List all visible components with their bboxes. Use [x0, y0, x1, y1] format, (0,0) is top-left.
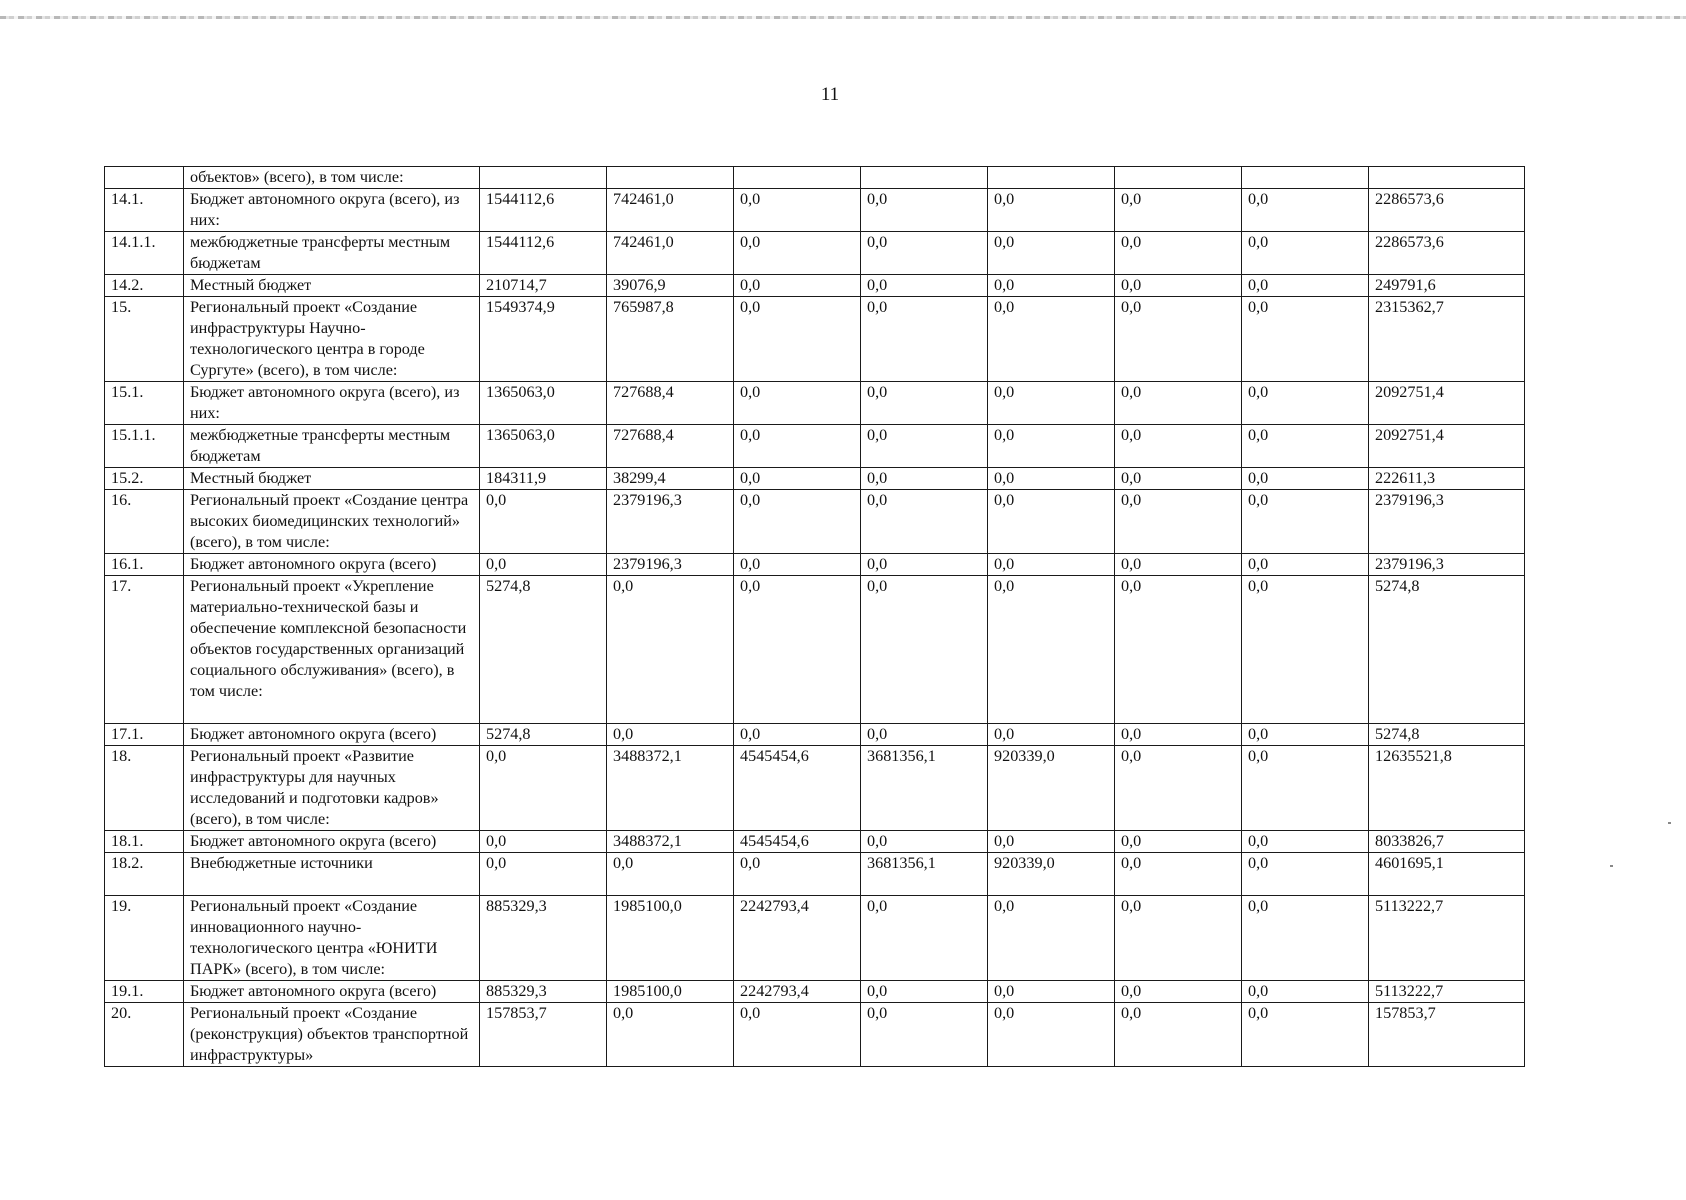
row-number-cell: 14.2. [105, 275, 184, 297]
row-number-cell: 17.1. [105, 724, 184, 746]
scan-speck [1610, 865, 1613, 867]
value-cell: 0,0 [1242, 232, 1369, 275]
value-cell: 0,0 [1115, 297, 1242, 382]
row-name-cell: Бюджет автономного округа (всего) [184, 554, 480, 576]
value-cell: 920339,0 [988, 746, 1115, 831]
table-row [105, 490, 1525, 554]
table-row [105, 189, 1525, 232]
row-name-cell: Бюджет автономного округа (всего) [184, 724, 480, 746]
value-cell: 0,0 [1242, 831, 1369, 853]
value-cell: 4545454,6 [734, 831, 861, 853]
value-cell: 0,0 [1242, 382, 1369, 425]
value-cell: 0,0 [734, 425, 861, 468]
value-cell: 0,0 [734, 853, 861, 896]
value-cell: 0,0 [988, 724, 1115, 746]
value-cell: 0,0 [988, 981, 1115, 1003]
value-cell [1369, 167, 1525, 189]
value-cell: 0,0 [1242, 425, 1369, 468]
value-cell: 2379196,3 [607, 490, 734, 554]
value-cell: 885329,3 [480, 981, 607, 1003]
value-cell: 0,0 [1242, 189, 1369, 232]
value-cell [480, 167, 607, 189]
value-cell: 0,0 [1115, 382, 1242, 425]
row-name-cell: межбюджетные трансферты местным бюджетам [184, 232, 480, 275]
table-row [105, 554, 1525, 576]
value-cell: 0,0 [988, 896, 1115, 981]
value-cell: 727688,4 [607, 425, 734, 468]
table-row [105, 275, 1525, 297]
value-cell: 157853,7 [1369, 1003, 1525, 1067]
row-number-cell: 15.1.1. [105, 425, 184, 468]
value-cell: 3681356,1 [861, 746, 988, 831]
value-cell: 0,0 [1115, 189, 1242, 232]
table-row [105, 981, 1525, 1003]
value-cell: 8033826,7 [1369, 831, 1525, 853]
value-cell: 0,0 [734, 189, 861, 232]
value-cell: 0,0 [988, 490, 1115, 554]
value-cell: 0,0 [861, 232, 988, 275]
value-cell: 0,0 [734, 554, 861, 576]
value-cell: 249791,6 [1369, 275, 1525, 297]
table-row [105, 297, 1525, 382]
value-cell: 0,0 [480, 554, 607, 576]
scan-edge-artifact [0, 16, 1686, 19]
budget-table [104, 166, 1525, 1067]
value-cell: 0,0 [861, 724, 988, 746]
value-cell: 4545454,6 [734, 746, 861, 831]
table-row [105, 232, 1525, 275]
row-name-cell: Бюджет автономного округа (всего) [184, 831, 480, 853]
row-number-cell: 19. [105, 896, 184, 981]
table-row [105, 1003, 1525, 1067]
scan-speck [1668, 822, 1671, 824]
table-row [105, 576, 1525, 724]
value-cell: 0,0 [1115, 981, 1242, 1003]
value-cell [607, 167, 734, 189]
row-name-cell: Бюджет автономного округа (всего), из них: [184, 382, 480, 425]
value-cell: 12635521,8 [1369, 746, 1525, 831]
value-cell: 0,0 [861, 490, 988, 554]
value-cell: 0,0 [480, 490, 607, 554]
value-cell: 0,0 [988, 382, 1115, 425]
value-cell: 0,0 [861, 896, 988, 981]
value-cell: 0,0 [607, 576, 734, 724]
row-name-cell: объектов» (всего), в том числе: [184, 167, 480, 189]
value-cell [734, 167, 861, 189]
row-name-cell: Местный бюджет [184, 468, 480, 490]
value-cell: 0,0 [480, 853, 607, 896]
value-cell: 0,0 [861, 382, 988, 425]
value-cell: 0,0 [1242, 853, 1369, 896]
value-cell: 0,0 [1115, 232, 1242, 275]
row-name-cell: Внебюджетные источники [184, 853, 480, 896]
value-cell: 0,0 [1242, 896, 1369, 981]
value-cell: 0,0 [734, 724, 861, 746]
row-number-cell: 18.1. [105, 831, 184, 853]
table-row [105, 746, 1525, 831]
value-cell: 2092751,4 [1369, 382, 1525, 425]
value-cell: 5274,8 [480, 724, 607, 746]
value-cell: 184311,9 [480, 468, 607, 490]
row-number-cell: 18. [105, 746, 184, 831]
row-number-cell [105, 167, 184, 189]
value-cell: 0,0 [1242, 275, 1369, 297]
value-cell [988, 167, 1115, 189]
value-cell: 2286573,6 [1369, 232, 1525, 275]
value-cell: 0,0 [607, 724, 734, 746]
value-cell: 885329,3 [480, 896, 607, 981]
row-number-cell: 15.2. [105, 468, 184, 490]
value-cell: 5274,8 [1369, 724, 1525, 746]
value-cell: 0,0 [861, 275, 988, 297]
value-cell [1242, 167, 1369, 189]
value-cell: 0,0 [1242, 1003, 1369, 1067]
table-row [105, 896, 1525, 981]
row-name-cell: Региональный проект «Укрепление материально-технической базы и обеспечение комплексной безопасности объектов государственных организаций социального обслуживания» (всего), в том числе: [184, 576, 480, 724]
row-name-cell: Региональный проект «Развитие инфраструктуры для научных исследований и подготовки кадров» (всего), в том числе: [184, 746, 480, 831]
row-number-cell: 16. [105, 490, 184, 554]
row-number-cell: 14.1. [105, 189, 184, 232]
value-cell: 0,0 [1115, 853, 1242, 896]
row-number-cell: 18.2. [105, 853, 184, 896]
value-cell: 0,0 [734, 490, 861, 554]
value-cell: 2379196,3 [1369, 554, 1525, 576]
value-cell: 0,0 [734, 576, 861, 724]
value-cell [861, 167, 988, 189]
row-name-cell: межбюджетные трансферты местным бюджетам [184, 425, 480, 468]
value-cell: 765987,8 [607, 297, 734, 382]
value-cell: 0,0 [734, 275, 861, 297]
table-row [105, 167, 1525, 189]
value-cell: 222611,3 [1369, 468, 1525, 490]
table-row [105, 425, 1525, 468]
value-cell: 0,0 [607, 853, 734, 896]
row-number-cell: 20. [105, 1003, 184, 1067]
value-cell: 2286573,6 [1369, 189, 1525, 232]
value-cell: 0,0 [988, 468, 1115, 490]
row-name-cell: Бюджет автономного округа (всего) [184, 981, 480, 1003]
value-cell: 0,0 [861, 468, 988, 490]
value-cell: 0,0 [1115, 275, 1242, 297]
value-cell: 2379196,3 [607, 554, 734, 576]
value-cell: 0,0 [1115, 831, 1242, 853]
table-body [105, 167, 1525, 1067]
value-cell: 0,0 [988, 554, 1115, 576]
value-cell: 0,0 [1115, 468, 1242, 490]
value-cell: 0,0 [988, 425, 1115, 468]
value-cell: 0,0 [607, 1003, 734, 1067]
value-cell: 1549374,9 [480, 297, 607, 382]
value-cell: 4601695,1 [1369, 853, 1525, 896]
value-cell: 0,0 [1115, 576, 1242, 724]
value-cell: 0,0 [1115, 425, 1242, 468]
table-row [105, 831, 1525, 853]
row-number-cell: 16.1. [105, 554, 184, 576]
value-cell: 0,0 [988, 831, 1115, 853]
value-cell: 1544112,6 [480, 232, 607, 275]
value-cell: 920339,0 [988, 853, 1115, 896]
value-cell: 5274,8 [1369, 576, 1525, 724]
value-cell: 0,0 [1242, 490, 1369, 554]
row-name-cell: Региональный проект «Создание (реконструкция) объектов транспортной инфраструктуры» [184, 1003, 480, 1067]
value-cell: 0,0 [988, 576, 1115, 724]
value-cell: 0,0 [1115, 724, 1242, 746]
value-cell: 0,0 [734, 297, 861, 382]
value-cell: 5113222,7 [1369, 896, 1525, 981]
value-cell: 0,0 [988, 297, 1115, 382]
value-cell: 742461,0 [607, 232, 734, 275]
value-cell: 1985100,0 [607, 896, 734, 981]
value-cell: 0,0 [861, 1003, 988, 1067]
value-cell: 0,0 [734, 1003, 861, 1067]
value-cell: 2242793,4 [734, 981, 861, 1003]
value-cell: 3488372,1 [607, 831, 734, 853]
value-cell: 0,0 [734, 232, 861, 275]
value-cell: 0,0 [1115, 490, 1242, 554]
page-number: 11 [820, 84, 840, 105]
value-cell: 0,0 [1115, 554, 1242, 576]
row-name-cell: Местный бюджет [184, 275, 480, 297]
value-cell: 0,0 [1115, 746, 1242, 831]
value-cell: 0,0 [1242, 724, 1369, 746]
value-cell: 2315362,7 [1369, 297, 1525, 382]
value-cell: 0,0 [988, 275, 1115, 297]
table-row [105, 853, 1525, 896]
value-cell: 1544112,6 [480, 189, 607, 232]
value-cell: 1365063,0 [480, 382, 607, 425]
value-cell: 0,0 [480, 746, 607, 831]
value-cell: 0,0 [1242, 576, 1369, 724]
row-name-cell: Региональный проект «Создание инфраструктуры Научно-технологического центра в городе Сургуте» (всего), в том числе: [184, 297, 480, 382]
row-name-cell: Бюджет автономного округа (всего), из них: [184, 189, 480, 232]
value-cell: 1365063,0 [480, 425, 607, 468]
value-cell: 727688,4 [607, 382, 734, 425]
table-row [105, 468, 1525, 490]
value-cell: 2242793,4 [734, 896, 861, 981]
value-cell: 0,0 [734, 382, 861, 425]
value-cell: 0,0 [861, 831, 988, 853]
value-cell: 0,0 [861, 576, 988, 724]
value-cell: 0,0 [861, 189, 988, 232]
value-cell [1115, 167, 1242, 189]
value-cell: 39076,9 [607, 275, 734, 297]
row-name-cell: Региональный проект «Создание инновационного научно-технологического центра «ЮНИТИ ПАРК» (всего), в том числе: [184, 896, 480, 981]
row-name-cell: Региональный проект «Создание центра высоких биомедицинских технологий» (всего), в том числе: [184, 490, 480, 554]
value-cell: 0,0 [480, 831, 607, 853]
value-cell: 0,0 [1115, 896, 1242, 981]
row-number-cell: 19.1. [105, 981, 184, 1003]
value-cell: 0,0 [1242, 981, 1369, 1003]
value-cell: 1985100,0 [607, 981, 734, 1003]
value-cell: 0,0 [861, 981, 988, 1003]
value-cell: 0,0 [1242, 554, 1369, 576]
value-cell: 0,0 [1242, 468, 1369, 490]
value-cell: 157853,7 [480, 1003, 607, 1067]
row-number-cell: 15. [105, 297, 184, 382]
value-cell: 0,0 [988, 232, 1115, 275]
value-cell: 5113222,7 [1369, 981, 1525, 1003]
value-cell: 0,0 [861, 554, 988, 576]
row-number-cell: 17. [105, 576, 184, 724]
table-row [105, 724, 1525, 746]
value-cell: 3488372,1 [607, 746, 734, 831]
value-cell: 210714,7 [480, 275, 607, 297]
value-cell: 38299,4 [607, 468, 734, 490]
row-number-cell: 15.1. [105, 382, 184, 425]
value-cell: 2379196,3 [1369, 490, 1525, 554]
value-cell: 0,0 [861, 425, 988, 468]
value-cell: 0,0 [734, 468, 861, 490]
value-cell: 0,0 [1115, 1003, 1242, 1067]
value-cell: 0,0 [1242, 746, 1369, 831]
value-cell: 2092751,4 [1369, 425, 1525, 468]
table-row [105, 382, 1525, 425]
value-cell: 3681356,1 [861, 853, 988, 896]
value-cell: 742461,0 [607, 189, 734, 232]
value-cell: 5274,8 [480, 576, 607, 724]
value-cell: 0,0 [988, 189, 1115, 232]
value-cell: 0,0 [988, 1003, 1115, 1067]
value-cell: 0,0 [861, 297, 988, 382]
value-cell: 0,0 [1242, 297, 1369, 382]
row-number-cell: 14.1.1. [105, 232, 184, 275]
